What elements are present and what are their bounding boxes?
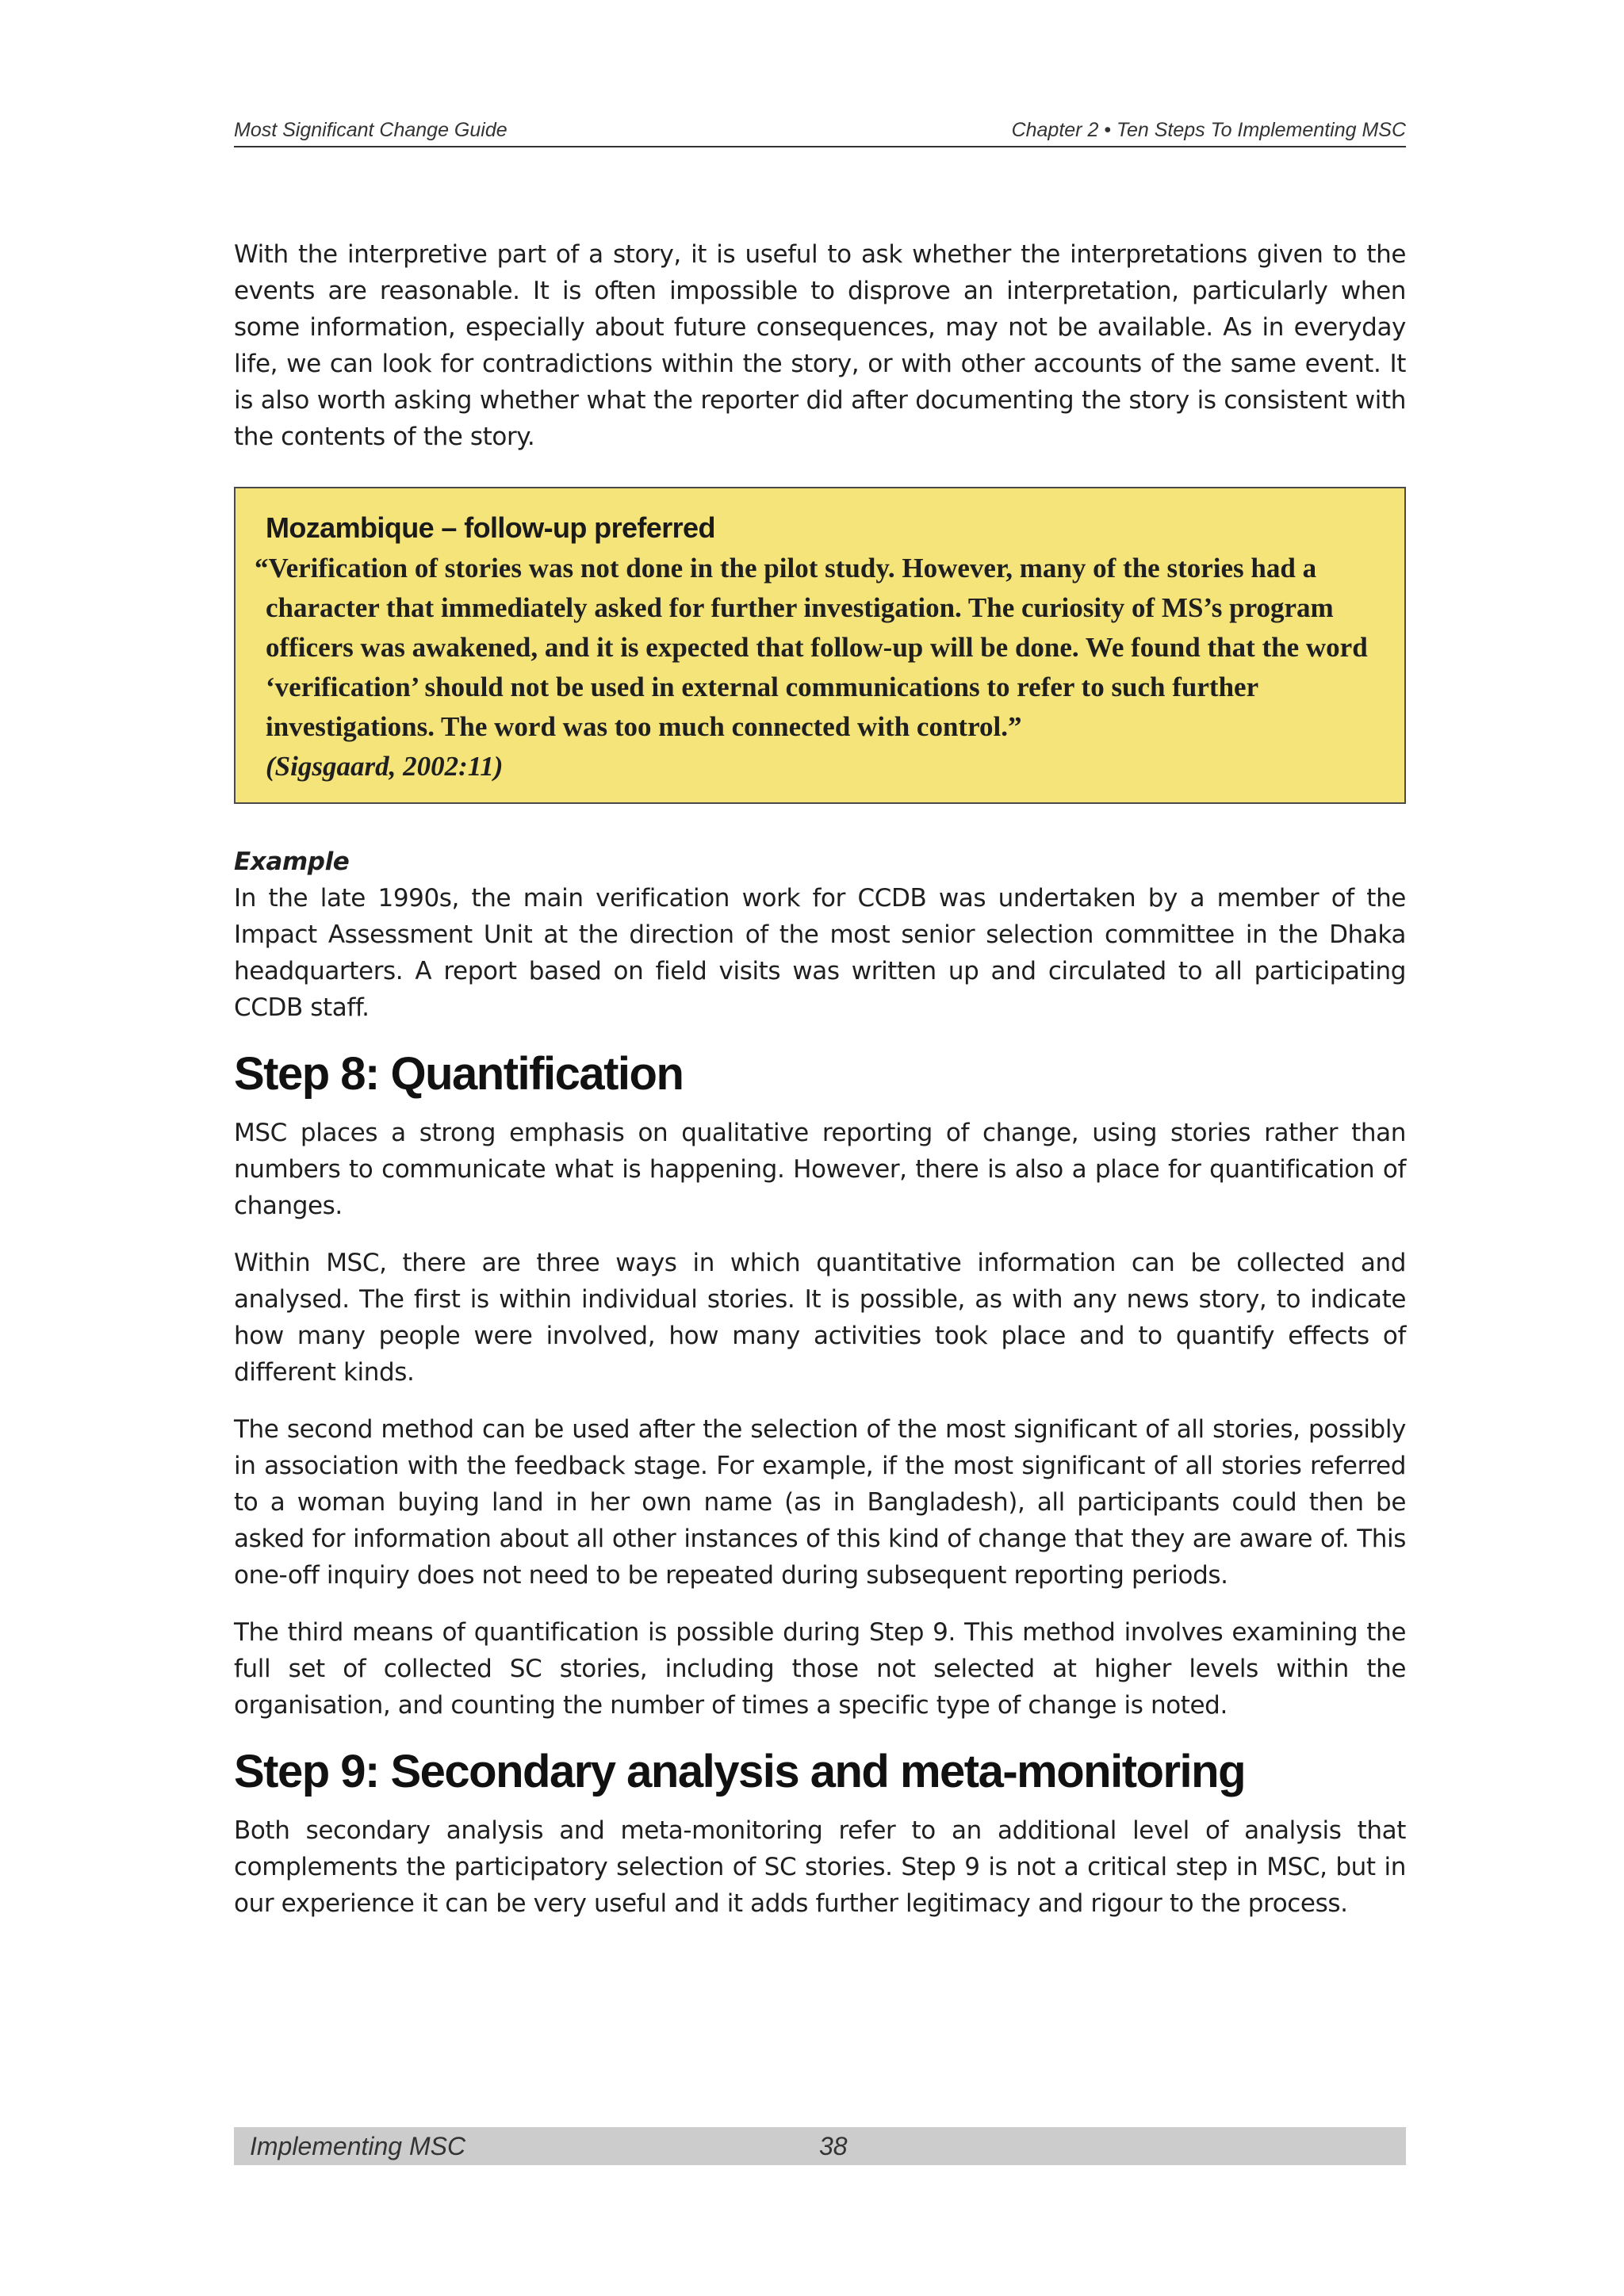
step8-paragraph: MSC places a strong emphasis on qualitative reporting of change, using stories rather than numbers to communicate what is happening. However, there is also a place for quantification of changes. [234,1119,1406,1220]
page-number: 38 [819,2132,848,2160]
callout-box [234,487,1406,804]
step8-paragraph: Within MSC, there are three ways in which quantitative information can be collected and analysed. The first is within individual stories. It is possible, as with any news story, to indicate how many people were involved, how many activities took place and to quantify effects of different kinds. [234,1249,1406,1387]
intro-paragraph: With the interpretive part of a story, it is useful to ask whether the interpretations given to the events are reasonable. It is often impossible to disprove an interpretation, particularly when some information, especially about future consequences, may not be available. As in everyday life, we can look for contradictions within the story, or with other accounts of the same event. It is also worth asking whether what the reporter did after documenting the story is consistent with the contents of the story. [234,240,1406,451]
example-text: In the late 1990s, the main verification work for CCDB was undertaken by a member of the Impact Assessment Unit at the direction of the most senior selection committee in the Dhaka headquarters. A report based on field visits was written up and circulated to all participating CCDB staff. [234,884,1406,1022]
running-header [234,116,1406,147]
footer-bar [234,2127,1406,2165]
footer-section-title: Implementing MSC [250,2132,466,2160]
callout-title: Mozambique – follow-up preferred [266,511,715,544]
step8-paragraph: The third means of quantification is possible during Step 9. This method involves examining the full set of collected SC stories, including those not selected at higher levels within the organisation, and counting the number of times a specific type of change is noted. [234,1618,1406,1720]
header-guide-title: Most Significant Change Guide [234,119,508,141]
step9-heading: Step 9: Secondary analysis and meta-monitoring [234,1746,1245,1797]
callout-citation: (Sigsgaard, 2002:11) [266,751,504,782]
example-label: Example [234,848,350,876]
page-content [234,236,1406,1942]
header-chapter-title: Chapter 2 • Ten Steps To Implementing MSC [1011,119,1406,141]
callout-quote: “Verification of stories was not done in the pilot study. However, many of the stories had a character that immediately asked for further investigation. The curiosity of MS’s program officers was awakened, and it is expected that follow-up will be done. We found that the word ‘verification’ should not be used in external communications to refer to such further investigations. The word was too much connected with control.” [255,553,1368,742]
step8-heading: Step 8: Quantification [234,1048,684,1100]
step9-paragraph: Both secondary analysis and meta-monitoring refer to an additional level of analysis that complements the participatory selection of SC stories. Step 9 is not a critical step in MSC, but in our experience it can be very useful and it adds further legitimacy and rigour to the process. [234,1816,1406,1918]
step8-paragraph: The second method can be used after the selection of the most significant of all stories, possibly in association with the feedback stage. For example, if the most significant of all stories referred to a woman buying land in her own name (as in Bangladesh), all participants could then be asked for information about all other instances of this kind of change that they are aware of. This one-off inquiry does not need to be repeated during subsequent reporting periods. [234,1415,1406,1590]
